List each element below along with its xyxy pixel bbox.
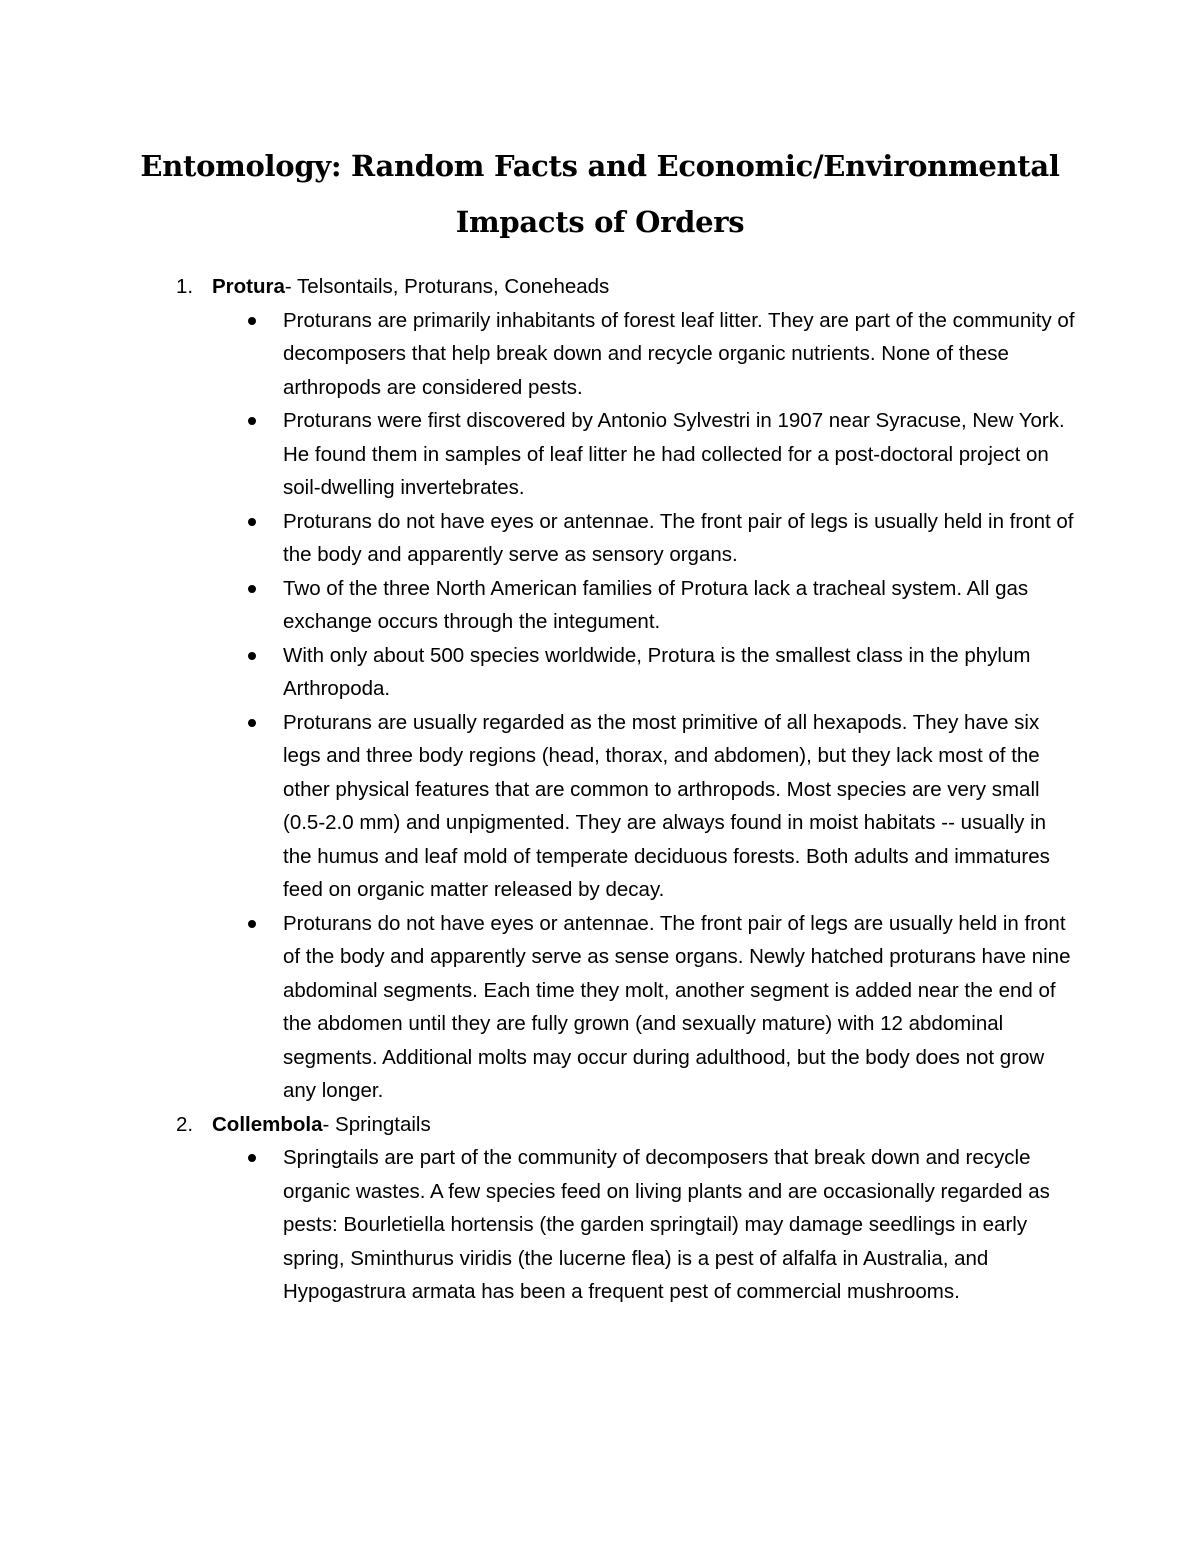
bullet-icon	[248, 585, 256, 593]
document-title	[140, 138, 1060, 250]
fact-item	[283, 304, 1076, 405]
fact-text: Proturans do not have eyes or antennae. The front pair of legs is usually held in front of the body and apparently serve as sensory organs.	[283, 509, 1074, 566]
bullet-icon	[248, 417, 256, 425]
fact-text: Proturans were first discovered by Antonio Sylvestri in 1907 near Syracuse, New York. He found them in samples of leaf litter he had collected for a post-doctoral project on soil-dwelling invertebrates.	[283, 409, 1065, 499]
bullet-icon	[248, 1154, 256, 1162]
order-heading	[176, 270, 1076, 304]
fact-item	[283, 505, 1076, 572]
bullet-icon	[248, 518, 256, 526]
fact-text: Proturans are primarily inhabitants of forest leaf litter. They are part of the community of decomposers that help break down and recycle organic nutrients. None of these arthropods are considered pests.	[283, 308, 1075, 399]
title-line-1: Entomology: Random Facts and Economic/Environmental	[140, 149, 1060, 183]
bullet-icon	[248, 920, 256, 928]
order-common-names: - Telsontails, Proturans, Coneheads	[284, 275, 610, 298]
bullet-icon	[248, 719, 256, 727]
fact-item	[283, 404, 1076, 505]
order-heading	[176, 1108, 1076, 1142]
fact-item	[283, 907, 1076, 1108]
order-common-names: - Springtails	[322, 1112, 431, 1136]
fact-item	[283, 1141, 1076, 1309]
order-number: 2.	[176, 1112, 194, 1136]
order-number: 1.	[176, 275, 194, 298]
fact-text: Springtails are part of the community of decomposers that break down and recycle organic wastes. A few species feed on living plants and are occasionally regarded as pests: Bourletiella hortensis (the garden springtail) may damage seedlings in early spring, Sminthurus viridis (the lucerne flea) is a pest of alfalfa in Australia, and Hypogastrura armata has been a frequent pest of commercial mushrooms.	[283, 1146, 1050, 1303]
title-line-2: Impacts of Orders	[455, 205, 745, 239]
order-item	[176, 270, 1076, 1108]
bullet-icon	[248, 317, 256, 325]
orders-list	[176, 270, 1076, 1309]
fact-item	[283, 572, 1076, 639]
bullet-icon	[248, 652, 256, 660]
fact-item	[283, 706, 1076, 907]
fact-text: With only about 500 species worldwide, Protura is the smallest class in the phylum Arthropoda.	[283, 643, 1031, 700]
fact-text: Proturans do not have eyes or antennae. The front pair of legs are usually held in front of the body and apparently serve as sense organs. Newly hatched proturans have nine abdominal segments. Each time they molt, another segment is added near the end of the abdomen until they are fully grown (and sexually mature) with 12 abdominal segments. Additional molts may occur during adulthood, but the body does not grow any longer.	[283, 911, 1071, 1102]
order-name: Collembola	[212, 1112, 323, 1136]
fact-list	[212, 304, 1076, 1108]
fact-item	[283, 639, 1076, 706]
order-item	[176, 1108, 1076, 1309]
fact-text: Proturans are usually regarded as the most primitive of all hexapods. They have six legs and three body regions (head, thorax, and abdomen), but they lack most of the other physical features that are common to arthropods. Most species are very small (0.5-2.0 mm) and unpigmented. They are always found in moist habitats -- usually in the humus and leaf mold of temperate deciduous forests. Both adults and immatures feed on organic matter released by decay.	[283, 710, 1050, 901]
fact-text: Two of the three North American families of Protura lack a tracheal system. All gas exchange occurs through the integument.	[283, 576, 1029, 633]
fact-list	[212, 1141, 1076, 1309]
order-name: Protura	[212, 275, 285, 298]
